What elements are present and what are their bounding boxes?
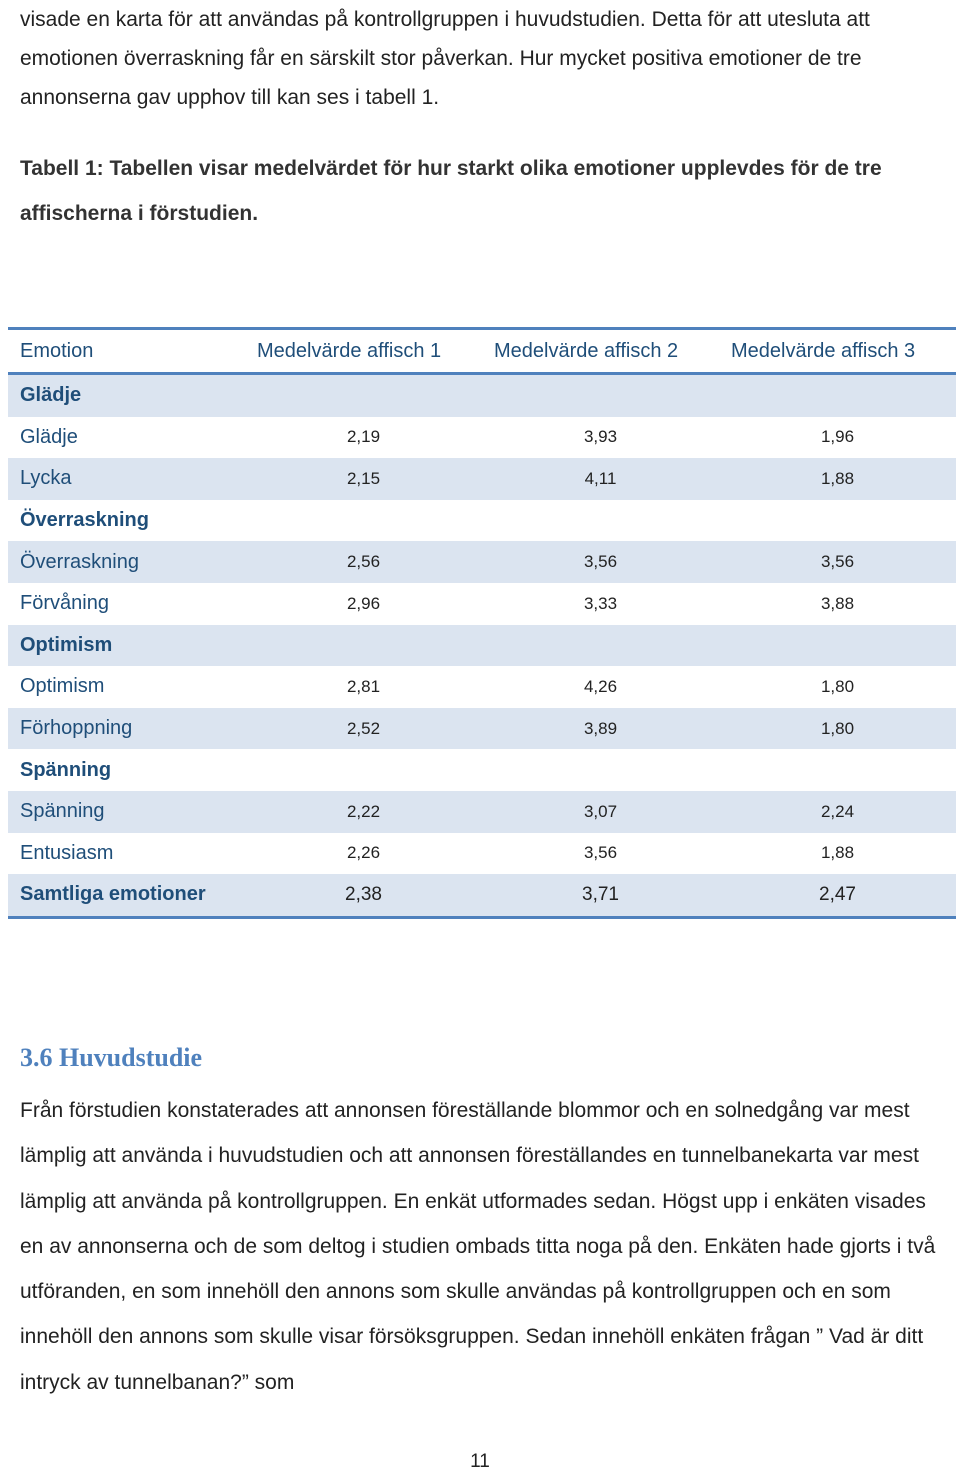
value-affisch-3 bbox=[719, 749, 956, 791]
value-affisch-3: 3,88 bbox=[820, 593, 855, 613]
header-affisch-1: Medelvärde affisch 1 bbox=[257, 339, 442, 362]
emotion-label: Optimism bbox=[20, 675, 105, 698]
value-affisch-3 bbox=[719, 500, 956, 542]
table-header-row bbox=[8, 329, 956, 374]
page-number: 11 bbox=[470, 1451, 490, 1472]
emotion-label: Glädje bbox=[20, 425, 78, 448]
emotion-label: Glädje bbox=[20, 384, 82, 407]
table-row bbox=[8, 666, 956, 708]
header-emotion: Emotion bbox=[20, 339, 94, 362]
value-affisch-3 bbox=[719, 625, 956, 667]
value-affisch-3: 2,24 bbox=[820, 801, 855, 821]
emotion-label: Optimism bbox=[20, 633, 113, 656]
value-affisch-2: 3,56 bbox=[583, 552, 618, 572]
value-affisch-2: 3,56 bbox=[583, 843, 618, 863]
table-row bbox=[8, 417, 956, 459]
value-affisch-1: 2,19 bbox=[346, 427, 381, 447]
value-affisch-1 bbox=[245, 625, 482, 667]
emotion-label: Spänning bbox=[20, 758, 112, 781]
table-row bbox=[8, 374, 956, 417]
value-affisch-2 bbox=[482, 749, 719, 791]
value-affisch-1: 2,22 bbox=[346, 801, 381, 821]
value-affisch-1: 2,38 bbox=[345, 883, 382, 905]
table-row bbox=[8, 833, 956, 875]
emotion-label: Spänning bbox=[20, 800, 105, 823]
value-affisch-2 bbox=[482, 374, 719, 417]
value-affisch-3: 1,96 bbox=[820, 427, 855, 447]
emotion-label: Överraskning bbox=[20, 550, 139, 573]
value-affisch-1: 2,56 bbox=[346, 552, 381, 572]
value-affisch-2: 3,89 bbox=[583, 718, 618, 738]
value-affisch-2 bbox=[482, 500, 719, 542]
value-affisch-2 bbox=[482, 625, 719, 667]
value-affisch-3: 1,88 bbox=[820, 843, 855, 863]
value-affisch-1: 2,15 bbox=[346, 468, 381, 488]
value-affisch-2: 3,07 bbox=[583, 801, 618, 821]
table-row bbox=[8, 458, 956, 500]
header-affisch-3: Medelvärde affisch 3 bbox=[731, 339, 916, 362]
emotion-label: Lycka bbox=[20, 467, 72, 490]
value-affisch-1: 2,26 bbox=[346, 843, 381, 863]
value-affisch-1: 2,96 bbox=[346, 593, 381, 613]
value-affisch-1: 2,52 bbox=[346, 718, 381, 738]
value-affisch-2: 3,71 bbox=[582, 883, 619, 905]
emotion-label: Samtliga emotioner bbox=[20, 883, 206, 906]
table-row bbox=[8, 541, 956, 583]
table-row bbox=[8, 749, 956, 791]
section-heading: 3.6 Huvudstudie bbox=[20, 1043, 203, 1072]
value-affisch-1: 2,81 bbox=[346, 676, 381, 696]
value-affisch-2: 3,33 bbox=[583, 593, 618, 613]
value-affisch-3: 1,80 bbox=[820, 676, 855, 696]
value-affisch-2: 4,11 bbox=[584, 468, 617, 488]
emotion-label: Överraskning bbox=[20, 509, 149, 532]
table-row bbox=[8, 791, 956, 833]
emotion-label: Förvåning bbox=[20, 592, 109, 615]
value-affisch-2: 3,93 bbox=[583, 427, 618, 447]
table-total-row bbox=[8, 874, 956, 917]
header-affisch-2: Medelvärde affisch 2 bbox=[494, 339, 679, 362]
emotion-label: Förhoppning bbox=[20, 717, 133, 740]
value-affisch-3 bbox=[719, 374, 956, 417]
value-affisch-1 bbox=[245, 374, 482, 417]
table-caption: Tabell 1: Tabellen visar medelvärdet för hur starkt olika emotioner upplevdes för de tre affischerna i förstudien. bbox=[20, 157, 882, 225]
value-affisch-1 bbox=[245, 500, 482, 542]
table-row bbox=[8, 708, 956, 750]
body-paragraph: Från förstudien konstaterades att annonsen föreställande blommor och en solnedgång var mest lämplig att använda i huvudstudien och att annonsen föreställandes en tunnelbanekarta var mest lämplig att använda på kontrollgruppen. En enkät utformades sedan. Högst upp i enkäten visades en av annonserna och de som deltog i studien ombads titta noga på den. Enkäten hade gjorts i två utföranden, en som innehöll den annons som skulle användas på kontrollgruppen och en som innehöll den annons som skulle visar försöksgruppen. Sedan innehöll enkäten frågan ” Vad är ditt intryck av tunnelbanan?” som bbox=[20, 1099, 936, 1394]
table-row bbox=[8, 625, 956, 667]
value-affisch-3: 1,80 bbox=[820, 718, 855, 738]
value-affisch-3: 3,56 bbox=[820, 552, 855, 572]
intro-paragraph: visade en karta för att användas på kontrollgruppen i huvudstudien. Detta för att utesluta att emotionen överraskning får en särskilt stor påverkan. Hur mycket positiva emotioner de tre annonserna gav upphov till kan ses i tabell 1. bbox=[20, 8, 870, 109]
value-affisch-3: 2,47 bbox=[819, 883, 856, 905]
emotion-table bbox=[8, 327, 956, 919]
emotion-label: Entusiasm bbox=[20, 841, 114, 864]
table-row bbox=[8, 583, 956, 625]
value-affisch-2: 4,26 bbox=[583, 676, 618, 696]
value-affisch-1 bbox=[245, 749, 482, 791]
value-affisch-3: 1,88 bbox=[820, 468, 855, 488]
table-row bbox=[8, 500, 956, 542]
